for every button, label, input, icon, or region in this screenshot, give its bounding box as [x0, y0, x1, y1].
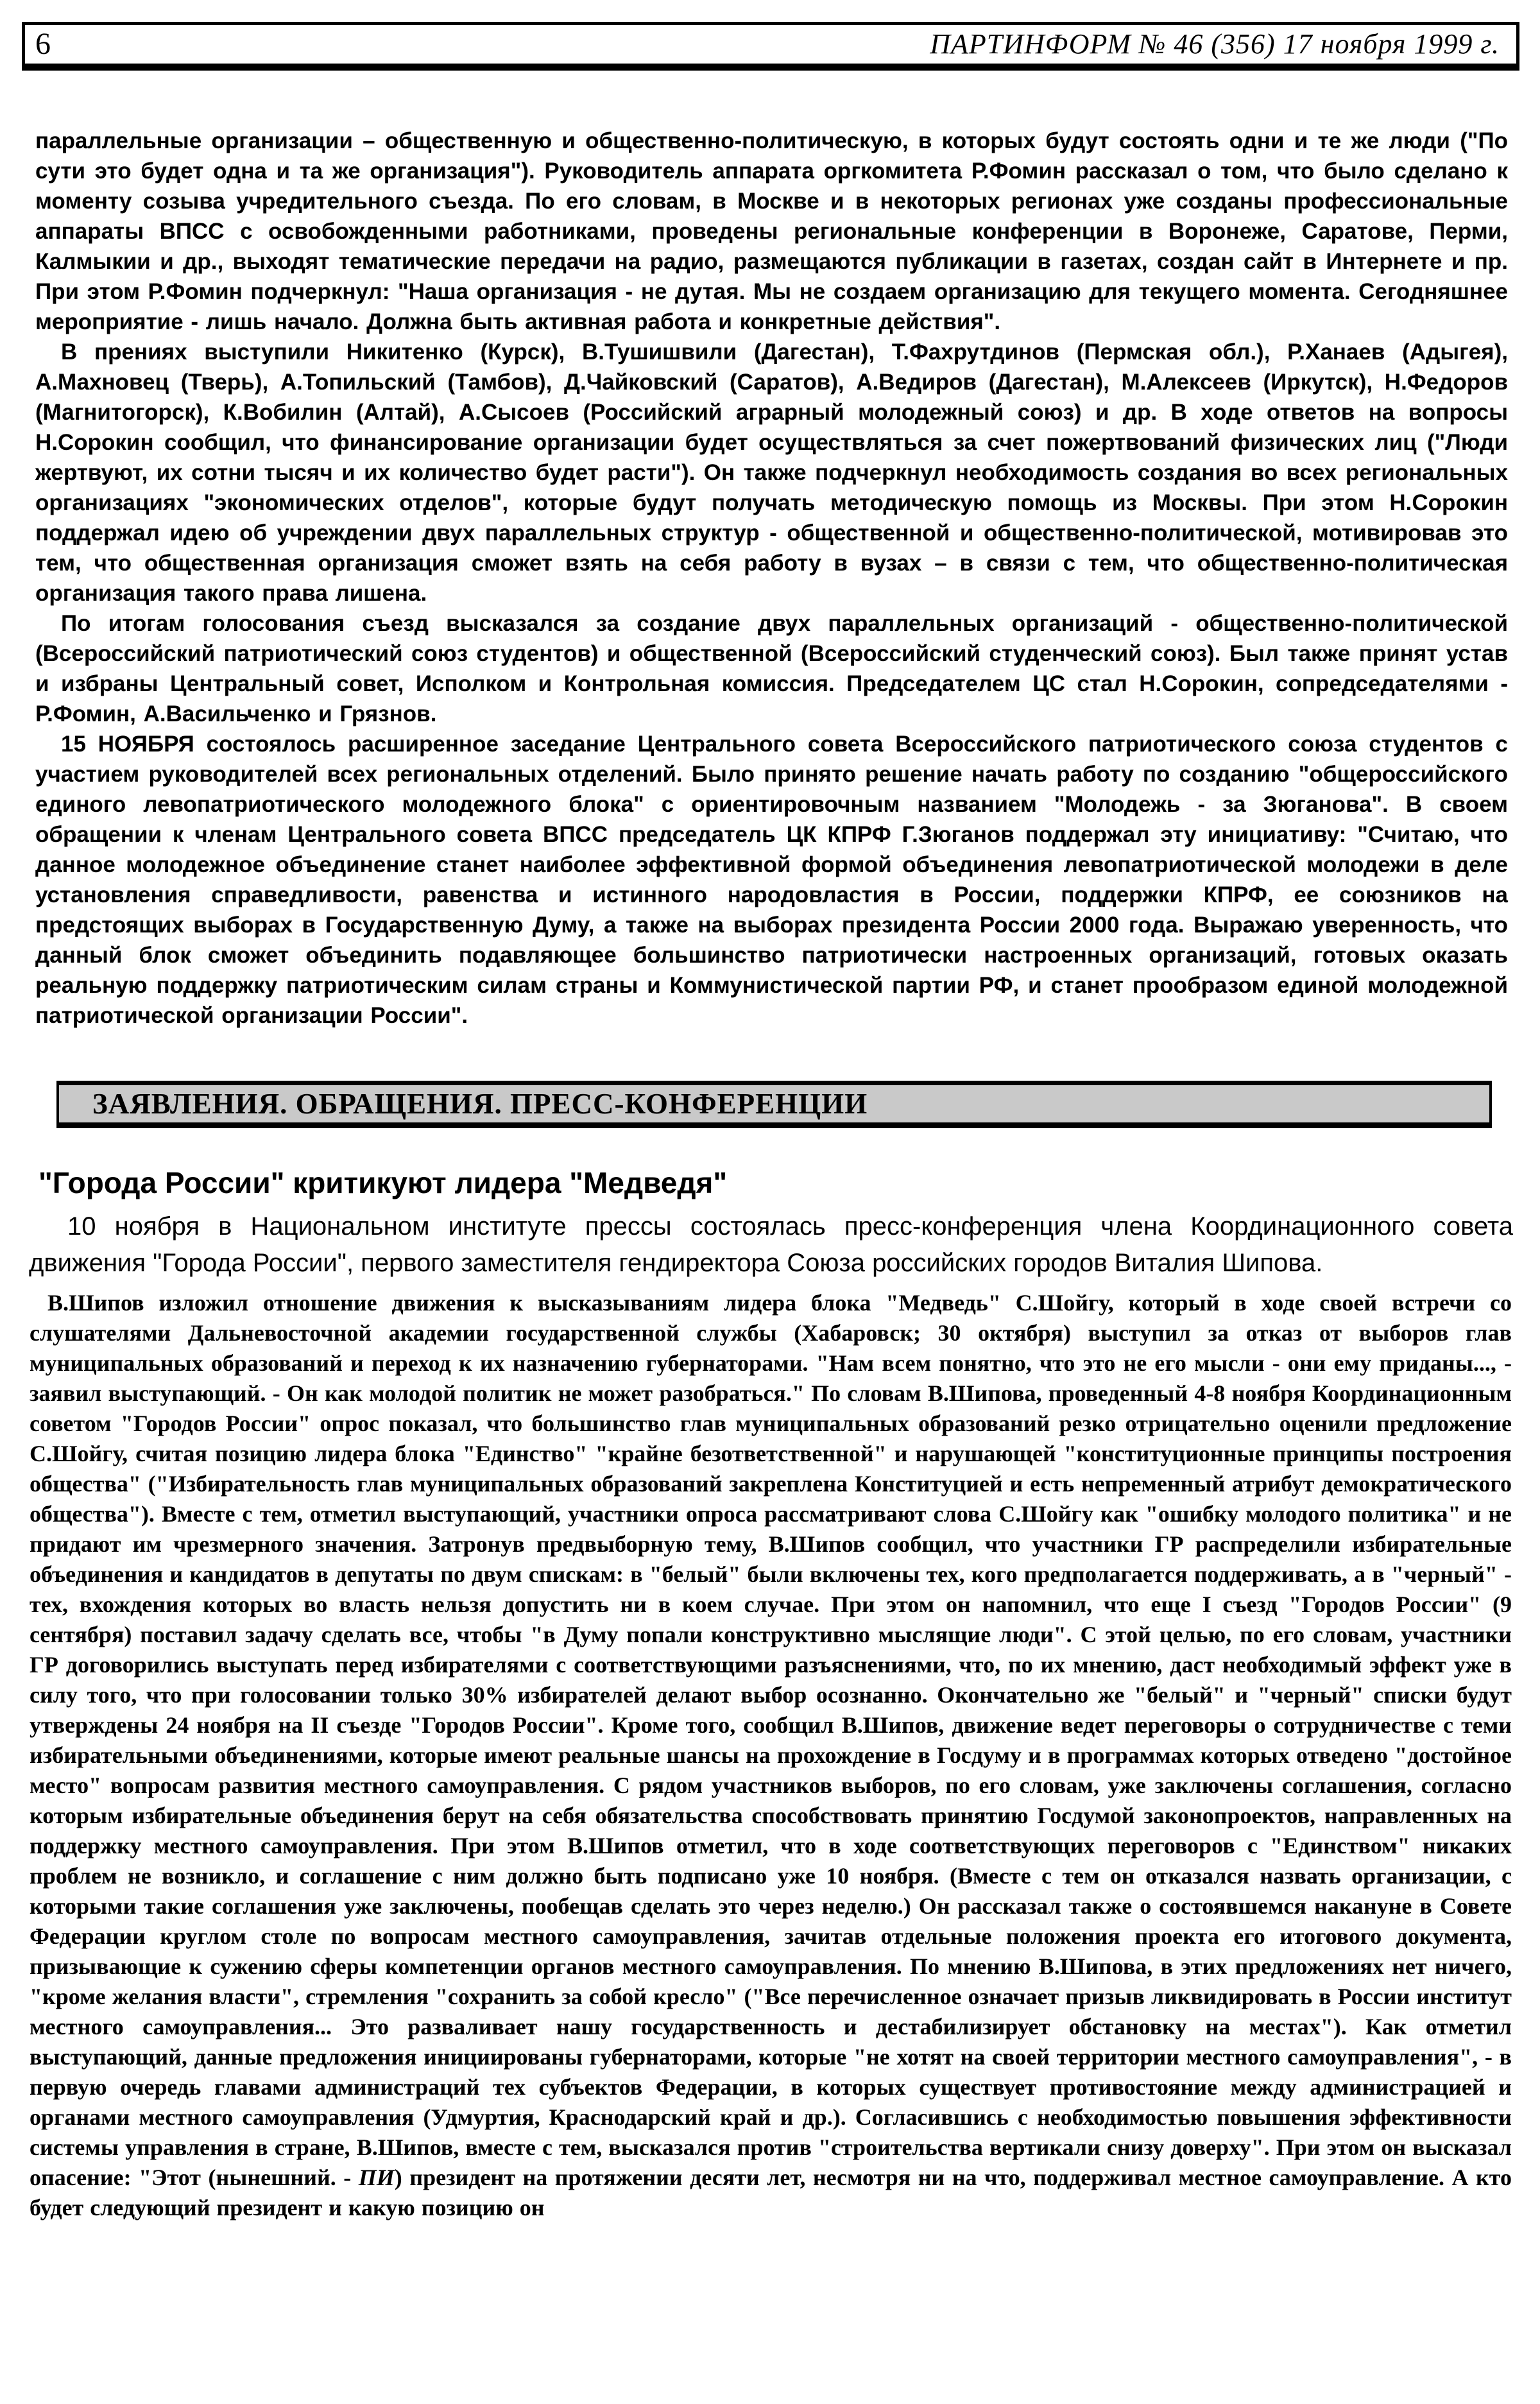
congress-report-section — [35, 126, 1508, 1031]
article-lead: 10 ноября в Национальном институте прессы состоялась пресс-конференция члена Координационного совета движения "Города России", первого заместителя гендиректора Союза российских городов Виталия Шипова. — [29, 1212, 1513, 1277]
congress-paragraph-4: 15 НОЯБРЯ состоялось расширенное заседание Центрального совета Всероссийского патриотического союза студентов с участием руководителей всех региональных отделений. Было принято решение начать работу по созданию "общероссийского единого левопатриотического молодежного блока" с ориентировочным названием "Молодежь - за Зюганова". В своем обращении к членам Центрального совета ВПСС председатель ЦК КПРФ Г.Зюганов поддержал эту инициативу: "Считаю, что данное молодежное объединение станет наиболее эффективной формой объединения левопатриотической молодежи в деле установления справедливости, равенства и истинного народовластия в России, поддержки КПРФ, ее союзников на предстоящих выборах в Государственную Думу, а также на выборах президента России 2000 года. Выражаю уверенность, что данный блок сможет объединить подавляющее большинство патриотически настроенных организаций, готовых оказать реальную поддержку патриотическим силам страны и Коммунистической партии РФ, и станет прообразом единой молодежной патриотической организации России". — [35, 732, 1508, 1028]
issue-title: ПАРТИНФОРМ № 46 (356) 17 ноября 1999 г. — [930, 28, 1500, 60]
section-divider-title: ЗАЯВЛЕНИЯ. ОБРАЩЕНИЯ. ПРЕСС-КОНФЕРЕНЦИИ — [92, 1088, 868, 1120]
article-body-italic-abbr: ПИ — [358, 2164, 395, 2190]
page-number: 6 — [35, 27, 51, 61]
newsletter-page — [0, 22, 1540, 2404]
article-goroda-rossii — [0, 1167, 1540, 2223]
article-body-text-2: ) президент на протяжении десяти лет, несмотря ни на что, поддерживал местное самоуправление. А кто будет следующий президент и какую позицию он — [30, 2164, 1512, 2220]
article-headline: "Города России" критикуют лидера "Медведя" — [38, 1166, 728, 1199]
congress-paragraph-2: В прениях выступили Никитенко (Курск), В.Тушишвили (Дагестан), Т.Фахрутдинов (Пермская обл.), Р.Ханаев (Адыгея), А.Махновец (Тверь), А.Топильский (Тамбов), Д.Чайковский (Саратов), А.Ведиров (Дагестан), М.Алексеев (Иркутск), Н.Федоров (Магнитогорск), К.Вобилин (Алтай), А.Сысоев (Российский аграрный молодежный союз) и др. В ходе ответов на вопросы Н.Сорокин сообщил, что финансирование организации будет осуществляться за счет пожертвований физических лиц ("Люди жертвуют, их сотни тысяч и их количество будет расти"). Он также подчеркнул необходимость создания во всех региональных организациях "экономических отделов", которые будут получать методическую помощь из Москвы. При этом Н.Сорокин поддержал идею об учреждении двух параллельных структур - общественной и общественно-политической, мотивировав это тем, что общественная организация сможет взять на себя работу в вузах – в связи с тем, что общественно-политическая организация такого права лишена. — [35, 339, 1508, 606]
congress-paragraph-3: По итогам голосования съезд высказался за создание двух параллельных организаций - общественно-политической (Всероссийский патриотический союз студентов) и общественной (Всероссийский студенческий союз). Был также принят устав и избраны Центральный совет, Исполком и Контрольная комиссия. Председателем ЦС стал Н.Сорокин, сопредседателями - Р.Фомин, А.Васильченко и Грязнов. — [35, 611, 1508, 726]
congress-paragraph-1: параллельные организации – общественную и общественно-политическую, в которых будут состоять одни и те же люди ("По сути это будет одна и та же организация"). Руководитель аппарата оргкомитета Р.Фомин рассказал о том, что было сделано к моменту созыва учредительного съезда. По его словам, в Москве и в некоторых регионах уже созданы профессиональные аппараты ВПСС с освобожденными работниками, проведены региональные конференции в Воронеже, Саратове, Перми, Калмыкии и др., выходят тематические передачи на радио, размещаются публикации в газетах, создан сайт в Интернете и пр. При этом Р.Фомин подчеркнул: "Наша организация - не дутая. Мы не создаем организацию для текущего момента. Сегодняшнее мероприятие - лишь начало. Должна быть активная работа и конкретные действия". — [35, 128, 1508, 334]
article-body-text-1: В.Шипов изложил отношение движения к высказываниям лидера блока "Медведь" С.Шойгу, который в ходе своей встречи со слушателями Дальневосточной академии государственной службы (Хабаровск; 30 октября) выступил за отказ от выборов глав муниципальных образований и переход к их назначению губернаторами. "Нам всем понятно, что это не его мысли - они ему приданы..., - заявил выступающий. - Он как молодой политик не может разобраться." По словам В.Шипова, проведенный 4-8 ноября Координационным советом "Городов России" опрос показал, что большинство глав муниципальных образований резко отрицательно оценили предложение С.Шойгу, считая позицию лидера блока "Единство" "крайне безответственной" и нарушающей "конституционные принципы построения общества" ("Избирательность глав муниципальных образований закреплена Конституцией и есть непременный атрибут демократического общества"). Вместе с тем, отметил выступающий, участники опроса рассматривают слова С.Шойгу как "ошибку молодого политика" и не придают им чрезмерного значения. Затронув предвыборную тему, В.Шипов сообщил, что участники ГР распределили избирательные объединения и кандидатов в депутаты по двум спискам: в "белый" были включены тех, кого предполагается поддерживать, а в "черный" - тех, вхождения которых во власть нельзя допустить ни в коем случае. При этом он напомнил, что еще I съезд "Городов России" (9 сентября) поставил задачу сделать все, чтобы "в Думу попали конструктивно мыслящие люди". С этой целью, по его словам, участники ГР договорились выступать перед избирателями с соответствующими разъяснениями, что, по их мнению, даст необходимый эффект уже в силу того, что при голосовании только 30% избирателей делают выбор осознанно. Окончательно же "белый" и "черный" списки будут утверждены 24 ноября на II съезде "Городов России". Кроме того, сообщил В.Шипов, движение ведет переговоры о сотрудничестве с теми избирательными объединениями, которые имеют реальные шансы на прохождение в Госдуму и в программах которых отведено "достойное место" вопросам развития местного самоуправления. С рядом участников выборов, по его словам, уже заключены соглашения, согласно которым избирательные объединения берут на себя обязательства способствовать принятию Госдумой законопроектов, направленных на поддержку местного самоуправления. При этом В.Шипов отметил, что в ходе соответствующих переговоров с "Единством" никаких проблем не возникло, и соглашение с ним должно быть подписано уже 10 ноября. (Вместе с тем он отказался назвать организации, с которыми такие соглашения уже заключены, пообещав сделать это через неделю.) Он рассказал также о состоявшемся накануне в Совете Федерации круглом столе по вопросам местного самоуправления, зачитав отдельные положения проекта его итогового документа, призывающие к сужению сферы компетенции органов местного самоуправления. По мнению В.Шипова, в этих предложениях нет ничего, "кроме желания власти", стремления "сохранить за собой кресло" ("Все перечисленное означает призыв ликвидировать в России институт местного самоуправления... Это разваливает нашу государственность и дестабилизирует обстановку на местах"). Как отметил выступающий, данные предложения инициированы губернаторами, которые "не хотят на своей территории местного самоуправления", - в первую очередь главами администраций тех субъектов Федерации, в которых существует противостояние между администрацией и органами местного самоуправления (Удмуртия, Краснодарский край и др.). Согласившись с необходимостью повышения эффективности системы управления в стране, В.Шипов, вместе с тем, высказался против "строительства вертикали снизу доверху". При этом он высказал опасение: "Этот (нынешний. - — [30, 1289, 1512, 2190]
section-divider — [56, 1081, 1492, 1128]
article-body — [30, 1288, 1512, 2223]
page-header — [22, 22, 1519, 71]
